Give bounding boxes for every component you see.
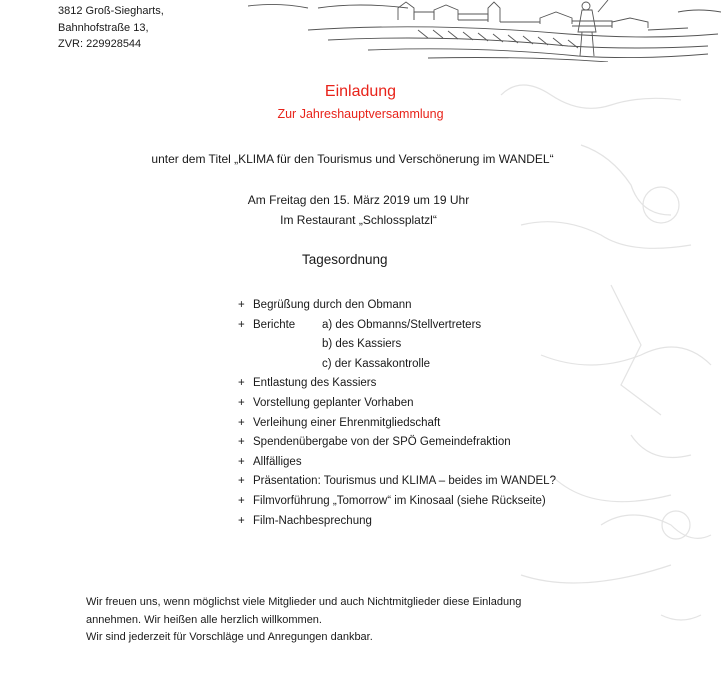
watermark-sketch (461, 55, 721, 655)
event-venue: Im Restaurant „Schlossplatzl“ (280, 213, 437, 227)
agenda-title: Tagesordnung (302, 252, 388, 267)
agenda-bullet: + (238, 436, 245, 449)
agenda-item-label: Filmvorführung „Tomorrow“ im Kinosaal (siehe Rückseite) (253, 494, 546, 507)
header-town-sketch (248, 0, 721, 62)
report-item: c) der Kassakontrolle (322, 357, 431, 370)
agenda-item-label: Berichte (253, 318, 296, 331)
agenda-bullet: + (238, 377, 245, 390)
agenda-item-label: Begrüßung durch den Obmann (253, 299, 412, 311)
agenda-bullet: + (238, 514, 245, 527)
closing-line: annehmen. Wir heißen alle herzlich willkommen. (86, 613, 322, 626)
agenda-item-label: Entlastung des Kassiers (253, 377, 377, 390)
closing-line: Wir freuen uns, wenn möglichst viele Mitglieder und auch Nichtmitglieder diese Einladung (86, 596, 522, 608)
agenda-item-label: Spendenübergabe von der SPÖ Gemeindefraktion (253, 436, 511, 449)
agenda-bullet: + (238, 475, 245, 488)
closing-text (86, 594, 521, 647)
event-date: Am Freitag den 15. März 2019 um 19 Uhr (247, 193, 470, 207)
sender-city: 3812 Groß-Siegharts, (58, 5, 164, 17)
agenda-bullet: + (238, 396, 245, 409)
closing-line: Wir sind jederzeit für Vorschläge und Anregungen dankbar. (86, 631, 373, 643)
report-item: b) des Kassiers (322, 338, 402, 351)
invitation-subtitle: Zur Jahreshauptversammlung (277, 107, 444, 121)
agenda-item-label: Film-Nachbesprechung (253, 514, 372, 527)
agenda-bullet: + (238, 455, 245, 468)
agenda-item-label: Verleihung einer Ehrenmitgliedschaft (253, 416, 441, 429)
agenda-item-label: Allfälliges (253, 455, 302, 468)
agenda-bullet: + (238, 494, 245, 507)
agenda-bullet: + (238, 416, 245, 429)
sender-address (58, 3, 164, 53)
agenda-bullet: + (238, 318, 245, 331)
report-item: a) des Obmanns/Stellvertreters (322, 318, 482, 331)
agenda-bullet: + (238, 299, 245, 311)
invitation-title: Einladung (324, 83, 397, 100)
agenda-item-label: Vorstellung geplanter Vorhaben (253, 396, 414, 409)
sender-street: Bahnhofstraße 13, (58, 21, 149, 34)
sender-zvr: ZVR: 229928544 (58, 38, 142, 50)
agenda-item-label: Präsentation: Tourismus und KLIMA – beides im WANDEL? (253, 475, 556, 488)
event-theme: unter dem Titel „KLIMA für den Tourismus und Verschönerung im WANDEL“ (151, 152, 554, 166)
